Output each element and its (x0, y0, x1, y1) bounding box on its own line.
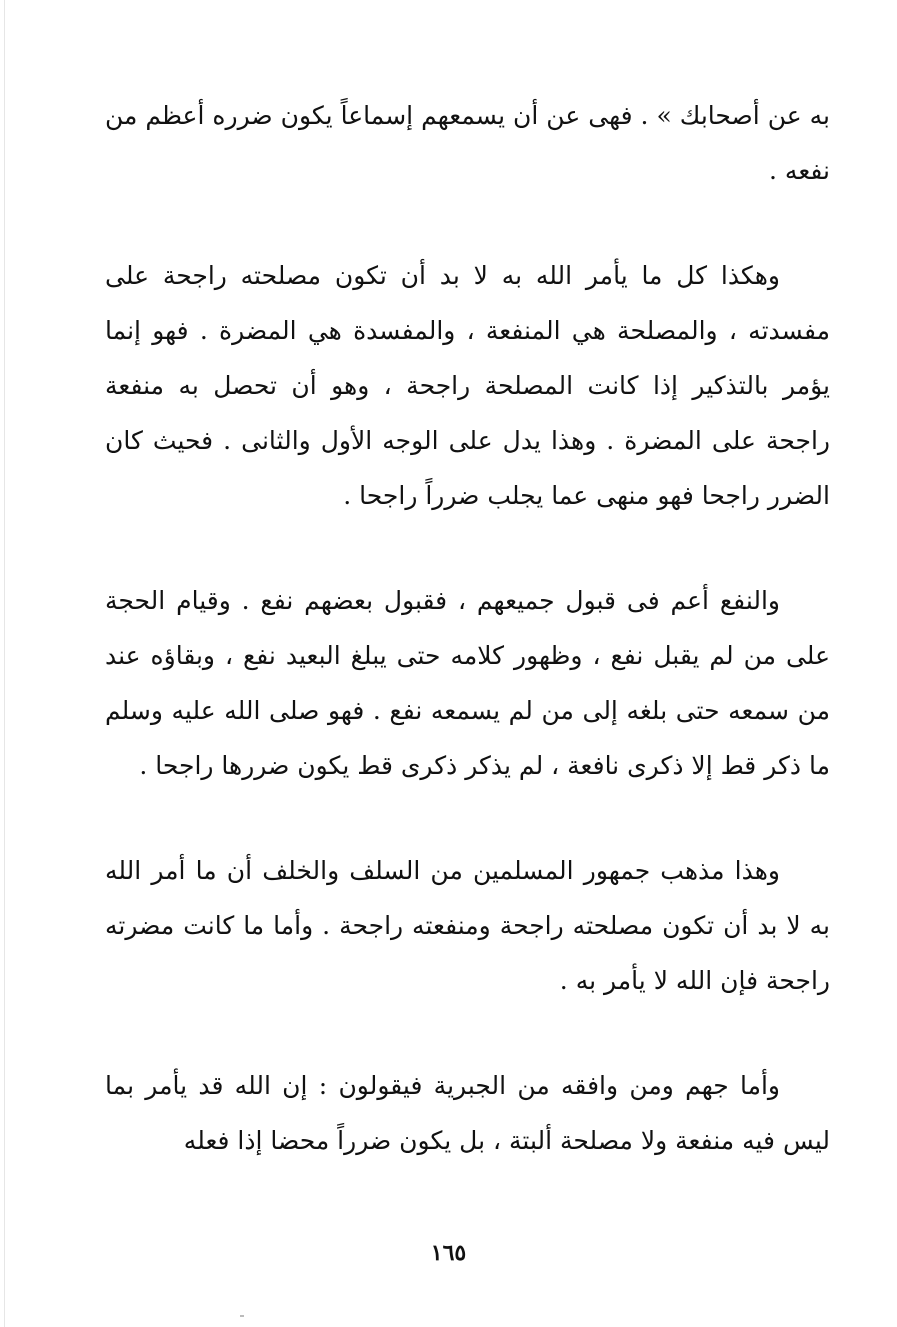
paragraph-2: وهكذا كل ما يأمر الله به لا بد أن تكون مصلحته راجحة على مفسدته ، والمصلحة هي المنفعة ، والمفسدة هي المضرة . فهو إنما يؤمر بالتذكير إذا كانت المصلحة راجحة ، وهو أن تحصل به منفعة راجحة على المضرة . وهذا يدل على الوجه الأول والثانى . فحيث كان الضرر راجحا فهو منهى عما يجلب ضرراً راجحا . (105, 261, 830, 510)
scan-dust-mark (240, 1315, 244, 1317)
paragraph-3: والنفع أعم فى قبول جميعهم ، فقبول بعضهم نفع . وقيام الحجة على من لم يقبل نفع ، وظهور كلامه حتى يبلغ البعيد نفع ، وبقاؤه عند من سمعه حتى بلغه إلى من لم يسمعه نفع . فهو صلى الله عليه وسلم ما ذكر قط إلا ذكرى نافعة ، لم يذكر ذكرى قط يكون ضررها راجحا . (105, 586, 830, 780)
scan-edge-mark (4, 0, 5, 1327)
paragraph-1: به عن أصحابك » . فهى عن أن يسمعهم إسماعاً يكون ضرره أعظم من نفعه . (105, 101, 830, 185)
page-number: ١٦٥ (430, 1240, 467, 1266)
paragraph-5: وأما جهم ومن وافقه من الجبرية فيقولون : إن الله قد يأمر بما ليس فيه منفعة ولا مصلحة ألبتة ، بل يكون ضرراً محضا إذا فعله (105, 1071, 830, 1155)
paragraph-4: وهذا مذهب جمهور المسلمين من السلف والخلف أن ما أمر الله به لا بد أن تكون مصلحته راجحة ومنفعته راجحة . وأما ما كانت مضرته راجحة فإن الله لا يأمر به . (105, 856, 830, 995)
text-body (105, 88, 830, 1168)
